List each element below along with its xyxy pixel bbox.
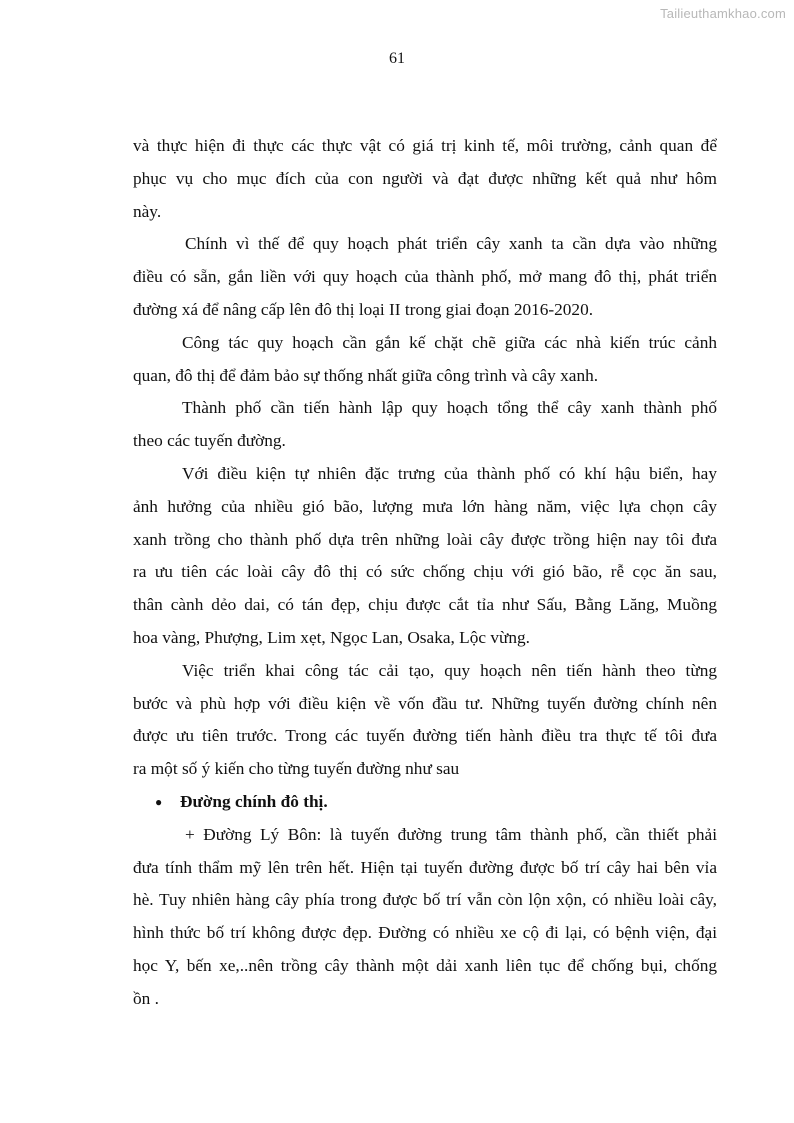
text-line: đưa tính thẩm mỹ lên trên hết. Hiện tại tuyến đường được bố trí cây hai bên vỉa bbox=[133, 857, 717, 877]
text-line: ảnh hưởng của nhiều gió bão, lượng mưa lớn hàng năm, việc lựa chọn cây bbox=[133, 496, 717, 516]
text-line: ra ưu tiên các loài cây đô thị có sức chống chịu với gió bão, rễ cọc ăn sau, bbox=[133, 562, 717, 582]
watermark: Tailieuthamkhao.com bbox=[660, 6, 786, 21]
bullet-icon: ● bbox=[155, 794, 163, 809]
section-heading: Đường chính đô thị. bbox=[180, 791, 328, 811]
text-line: điều có sẵn, gắn liền với quy hoạch của thành phố, mở mang đô thị, phát triển bbox=[133, 267, 717, 287]
text-line: hình thức bố trí không được đẹp. Đường có nhiều xe cộ đi lại, có bệnh viện, đại bbox=[133, 923, 717, 943]
text-line: đường xá để nâng cấp lên đô thị loại II trong giai đoạn 2016-2020. bbox=[133, 299, 594, 319]
text-line: ồn . bbox=[133, 988, 159, 1008]
text-line: được ưu tiên trước. Trong các tuyến đường tiến hành điều tra thực tế tôi đưa bbox=[133, 726, 717, 746]
text-line: Với điều kiện tự nhiên đặc trưng của thành phố có khí hậu biển, hay bbox=[182, 463, 717, 483]
text-line: ra một số ý kiến cho từng tuyến đường như sau bbox=[133, 759, 460, 779]
text-line: hoa vàng, Phượng, Lim xẹt, Ngọc Lan, Osaka, Lộc vừng. bbox=[133, 627, 530, 647]
text-line: Chính vì thế để quy hoạch phát triển cây xanh ta cần dựa vào những bbox=[185, 234, 717, 254]
text-line: + Đường Lý Bôn: là tuyến đường trung tâm thành phố, cần thiết phải bbox=[185, 824, 717, 844]
text-line: bước và phù hợp với điều kiện về vốn đầu tư. Những tuyến đường chính nên bbox=[133, 693, 717, 713]
page-number: 61 bbox=[389, 50, 405, 67]
text-line: quan, đô thị để đảm bảo sự thống nhất giữa công trình và cây xanh. bbox=[133, 365, 599, 385]
page-body bbox=[133, 130, 717, 1016]
text-line: này. bbox=[133, 201, 162, 221]
text-line: Việc triển khai công tác cải tạo, quy hoạch nên tiến hành theo từng bbox=[182, 660, 717, 680]
text-line: xanh trồng cho thành phố dựa trên những loài cây được trồng hiện nay tôi đưa bbox=[133, 529, 717, 549]
text-line: Công tác quy hoạch cần gắn kế chặt chẽ giữa các nhà kiến trúc cảnh bbox=[182, 332, 717, 352]
text-line: thân cành dẻo dai, có tán đẹp, chịu được cắt tỉa như Sấu, Bằng Lăng, Muồng bbox=[133, 595, 717, 615]
text-line: phục vụ cho mục đích của con người và đạt được những kết quả như hôm bbox=[133, 168, 717, 188]
text-line: và thực hiện đi thực các thực vật có giá trị kinh tế, môi trường, cảnh quan để bbox=[133, 136, 717, 155]
text-line: theo các tuyến đường. bbox=[133, 431, 286, 451]
text-line: hè. Tuy nhiên hàng cây phía trong được bố trí vẫn còn lộn xộn, có nhiều loài cây, bbox=[133, 890, 717, 910]
text-line: học Y, bến xe,..nên trồng cây thành một dải xanh liên tục để chống bụi, chống bbox=[133, 955, 717, 975]
bullet-item bbox=[133, 786, 717, 819]
text-line: Thành phố cần tiến hành lập quy hoạch tổng thể cây xanh thành phố bbox=[182, 398, 717, 418]
